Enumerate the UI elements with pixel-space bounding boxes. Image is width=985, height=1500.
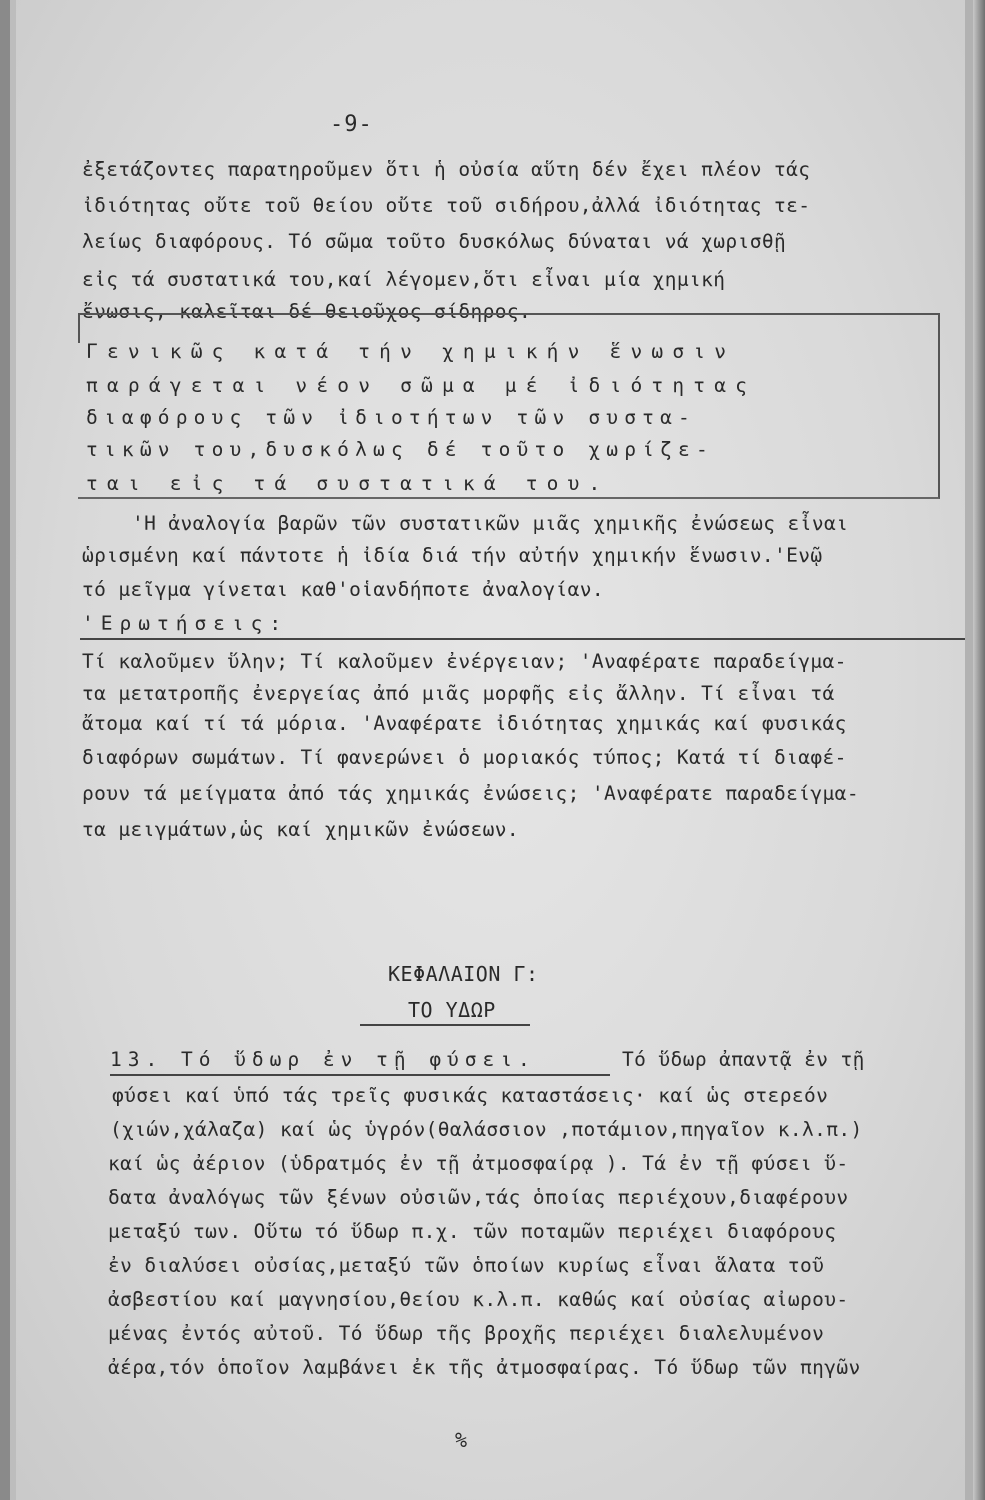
chapter-title-underline: [360, 1024, 530, 1026]
section-line: ἀσβεστίου καί μαγνησίου,θείου κ.λ.π. καθώς καί οὐσίας αἰωρου-: [108, 1288, 849, 1311]
page-number: -9-: [330, 112, 373, 137]
definition-line: διαφόρους τῶν ἰδιοτήτων τῶν συστα-: [86, 406, 696, 429]
section-line: Τό ὕδωρ ἀπαντᾷ ἐν τῇ: [622, 1048, 865, 1071]
definition-line: παράγεται νέον σῶμα μέ ἰδιότητας: [86, 374, 757, 397]
section-line: ἐν διαλύσει οὐσίας,μεταξύ τῶν ὁποίων κυρίως εἶναι ἅλατα τοῦ: [108, 1254, 825, 1277]
page-right-edge: [973, 0, 985, 1500]
chapter-label: ΚΕΦΑΛΑΙΟΝ Γ:: [388, 962, 539, 986]
questions-heading: 'Ερωτήσεις:: [82, 612, 289, 635]
page-right-margin-shadow: [965, 0, 973, 1500]
paragraph-line: 'Η ἀναλογία βαρῶν τῶν συστατικῶν μιᾶς χημικῆς ἐνώσεως εἶναι: [132, 512, 849, 535]
page-left-binding-edge: [0, 0, 10, 1500]
question-line: ρουν τά μείγματα ἀπό τάς χημικάς ἐνώσεις; 'Αναφέρατε παραδείγμα-: [82, 782, 859, 805]
definition-line: ται εἰς τά συστατικά του.: [86, 472, 610, 495]
section-line: καί ὡς ἀέριον (ὑδρατμός ἐν τῇ ἀτμοσφαίρᾳ ). Τά ἐν τῇ φύσει ὕ-: [108, 1152, 849, 1175]
question-line: τα μετατροπῆς ἐνεργείας ἀπό μιᾶς μορφῆς εἰς ἄλλην. Τί εἶναι τά: [82, 682, 835, 705]
section-heading-underline: [110, 1074, 610, 1076]
page-left-margin-shadow: [10, 0, 16, 1500]
paragraph-line: ἐξετάζοντες παρατηροῦμεν ὅτι ἡ οὐσία αὕτη δέν ἔχει πλέον τάς: [82, 158, 811, 181]
section-line: δατα ἀναλόγως τῶν ξένων οὐσιῶν,τάς ὁποίας περιέχουν,διαφέρουν: [108, 1186, 849, 1209]
definition-line: τικῶν του,δυσκόλως δέ τοῦτο χωρίζε-: [86, 438, 714, 461]
definition-line: Γενικῶς κατά τήν χημικήν ἕνωσιν: [86, 340, 736, 363]
section-heading: 13. Τό ὕδωρ ἐν τῇ φύσει.: [110, 1048, 536, 1071]
footer-mark: %: [455, 1428, 468, 1452]
question-line: τα μειγμάτων,ὡς καί χημικῶν ἐνώσεων.: [82, 818, 520, 841]
question-line: διαφόρων σωμάτων. Τί φανερώνει ὁ μοριακός τύπος; Κατά τί διαφέ-: [82, 746, 847, 769]
section-line: μένας ἐντός αὐτοῦ. Τό ὕδωρ τῆς βροχῆς περιέχει διαλελυμένον: [108, 1322, 825, 1345]
paragraph-line: ὡρισμένη καί πάντοτε ἡ ἰδία διά τήν αὐτήν χημικήν ἕνωσιν.'Ενῷ: [82, 544, 823, 567]
paragraph-line: εἰς τά συστατικά του,καί λέγομεν,ὅτι εἶναι μία χημική: [82, 268, 726, 291]
question-line: Τί καλοῦμεν ὕλην; Τί καλοῦμεν ἐνέργειαν; 'Αναφέρατε παραδείγμα-: [82, 650, 847, 673]
section-line: ἀέρα,τόν ὁποῖον λαμβάνει ἐκ τῆς ἀτμοσφαίρας. Τό ὕδωρ τῶν πηγῶν: [108, 1356, 861, 1379]
paragraph-line: λείως διαφόρους. Τό σῶμα τοῦτο δυσκόλως δύναται νά χωρισθῇ: [82, 230, 787, 253]
section-line: (χιών,χάλαζα) καί ὡς ὑγρόν(θαλάσσιον ,ποτάμιον,πηγαῖον κ.λ.π.): [110, 1118, 863, 1141]
chapter-title: ΤΟ ΥΔΩΡ: [408, 998, 496, 1022]
section-line: μεταξύ των. Οὕτω τό ὕδωρ π.χ. τῶν ποταμῶν περιέχει διαφόρους: [108, 1220, 837, 1243]
question-line: ἄτομα καί τί τά μόρια. 'Αναφέρατε ἰδιότητας χημικάς καί φυσικάς: [82, 712, 847, 735]
paragraph-line: ἔνωσις, καλεῖται δέ θειοῦχος σίδηρος.: [82, 300, 532, 323]
paragraph-line: ἰδιότητας οὔτε τοῦ θείου οὔτε τοῦ σιδήρου,ἀλλά ἰδιότητας τε-: [82, 194, 811, 217]
definition-box-left-border: [78, 313, 80, 343]
section-line: φύσει καί ὑπό τάς τρεῖς φυσικάς καταστάσεις· καί ὡς στερεόν: [112, 1084, 829, 1107]
paragraph-line: τό μεῖγμα γίνεται καθ'οἱανδήποτε ἀναλογίαν.: [82, 578, 605, 601]
questions-divider: [80, 638, 965, 640]
